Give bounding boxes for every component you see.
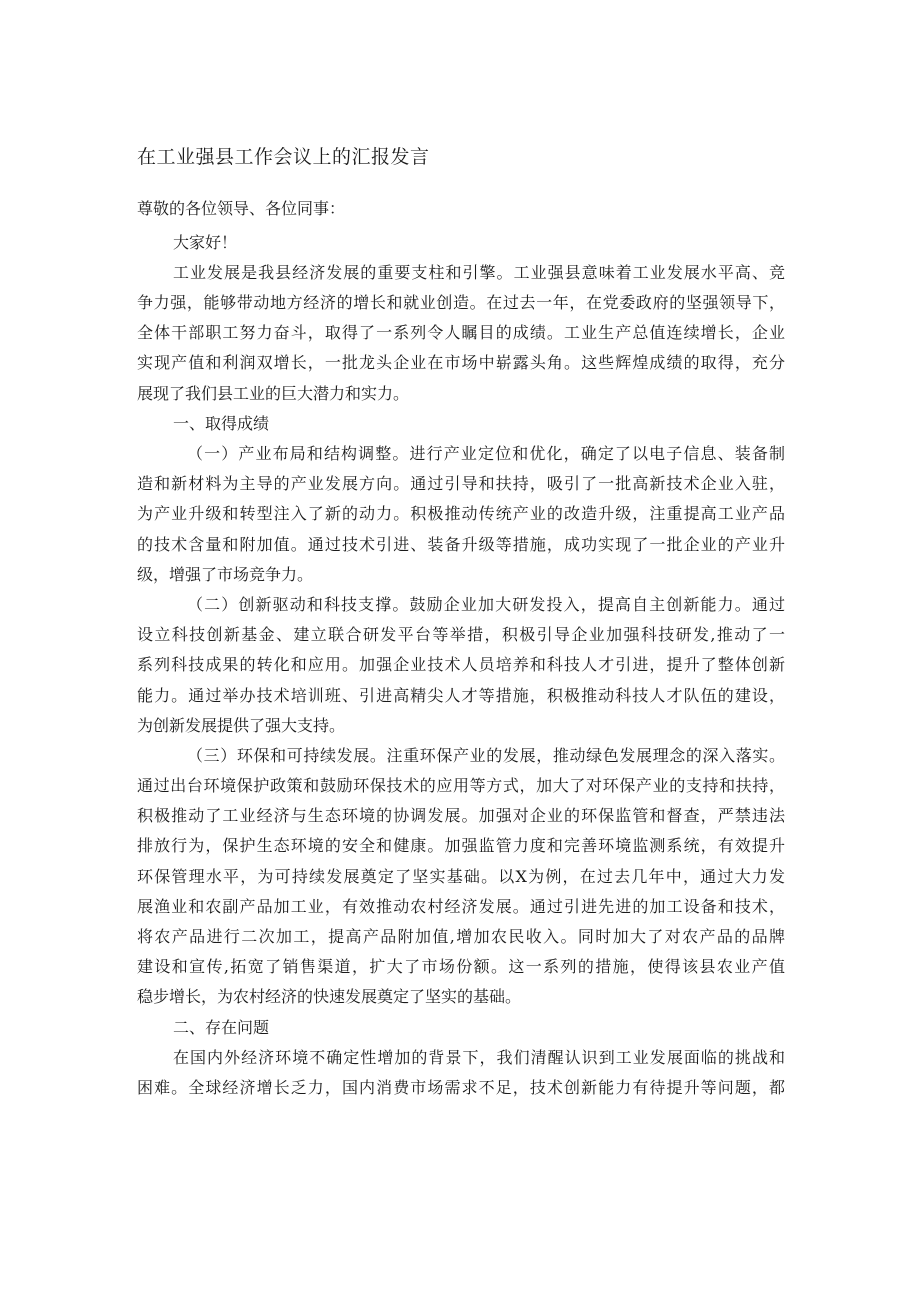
subsection-innovation [137, 590, 785, 741]
paragraph-line: 环保管理水平，为可持续发展奠定了坚实基础。以X为例，在过去几年中，通过大力发 [137, 866, 785, 886]
paragraph-line: 在国内外经济环境不确定性增加的背景下，我们清醒认识到工业发展面临的挑战和 [173, 1047, 785, 1067]
paragraph-line: 设立科技创新基金、建立联合研发平台等举措，积极引导企业加强科技研发,推动了一 [137, 625, 785, 645]
paragraph-line: （一）产业布局和结构调整。进行产业定位和优化，确定了以电子信息、装备制 [187, 444, 785, 463]
greeting: 大家好！ [173, 232, 238, 252]
subsection-environment [137, 741, 785, 1013]
paragraph-line: （三）环保和可持续发展。注重环保产业的发展，推动绿色发展理念的深入落实。 [187, 745, 785, 765]
document-body [137, 194, 785, 1103]
paragraph-line: 的技术含量和附加值。通过技术引进、装备升级等措施，成功实现了一批企业的产业升 [137, 534, 785, 554]
paragraph-line: 积极推动了工业经济与生态环境的协调发展。加强对企业的环保监管和督查，严禁违法 [137, 806, 785, 826]
paragraph-line: 展现了我们县工业的巨大潜力和实力。 [137, 383, 410, 403]
intro-paragraph [137, 258, 785, 409]
paragraph-line: 将农产品进行二次加工，提高产品附加值,增加农民收入。同时加大了对农产品的品牌 [137, 927, 785, 946]
paragraph-line: 建设和宣传,拓宽了销售渠道，扩大了市场份额。这一系列的措施，使得该县农业产值 [137, 957, 785, 977]
salutation: 尊敬的各位领导、各位同事： [137, 199, 346, 218]
paragraph-line: 级，增强了市场竞争力。 [137, 564, 314, 584]
section-heading-achievements: 一、取得成绩 [173, 413, 270, 433]
paragraph-line: 稳步增长，为农村经济的快速发展奠定了坚实的基础。 [137, 987, 522, 1007]
section-heading-problems: 二、存在问题 [173, 1017, 270, 1037]
paragraph-line: 排放行为，保护生态环境的安全和健康。加强监管力度和完善环境监测系统，有效提升 [137, 836, 785, 856]
paragraph-line: 展渔业和农副产品加工业，有效推动农村经济发展。通过引进先进的加工设备和技术， [137, 896, 785, 916]
paragraph-line: 造和新材料为主导的产业发展方向。通过引导和扶持，吸引了一批高新技术企业入驻， [137, 474, 785, 494]
problems-paragraph [137, 1043, 785, 1103]
paragraph-line: 实现产值和利润双增长，一批龙头企业在市场中崭露头角。这些辉煌成绩的取得，充分 [137, 353, 785, 373]
paragraph-line: （二）创新驱动和科技支撑。鼓励企业加大研发投入，提高自主创新能力。通过 [187, 594, 785, 614]
paragraph-line: 为产业升级和转型注入了新的动力。积极推动传统产业的改造升级，注重提高工业产品 [137, 504, 785, 524]
paragraph-line: 为创新发展提供了强大支持。 [137, 715, 346, 735]
paragraph-line: 全体干部职工努力奋斗，取得了一系列令人瞩目的成绩。工业生产总值连续增长，企业 [137, 323, 785, 343]
subsection-industry-layout [137, 439, 785, 590]
paragraph-line: 困难。全球经济增长乏力，国内消费市场需求不足，技术创新能力有待提升等问题，都 [137, 1077, 785, 1097]
document-title: 在工业强县工作会议上的汇报发言 [137, 146, 430, 168]
paragraph-line: 通过出台环境保护政策和鼓励环保技术的应用等方式，加大了对环保产业的支持和扶持， [137, 776, 785, 796]
paragraph-line: 工业发展是我县经济发展的重要支柱和引擎。工业强县意味着工业发展水平高、竞 [173, 262, 785, 282]
paragraph-line: 系列科技成果的转化和应用。加强企业技术人员培养和科技人才引进，提升了整体创新 [137, 655, 785, 675]
paragraph-line: 争力强，能够带动地方经济的增长和就业创造。在过去一年，在党委政府的坚强领导下， [137, 293, 785, 313]
paragraph-line: 能力。通过举办技术培训班、引进高精尖人才等措施，积极推动科技人才队伍的建设， [137, 685, 785, 705]
